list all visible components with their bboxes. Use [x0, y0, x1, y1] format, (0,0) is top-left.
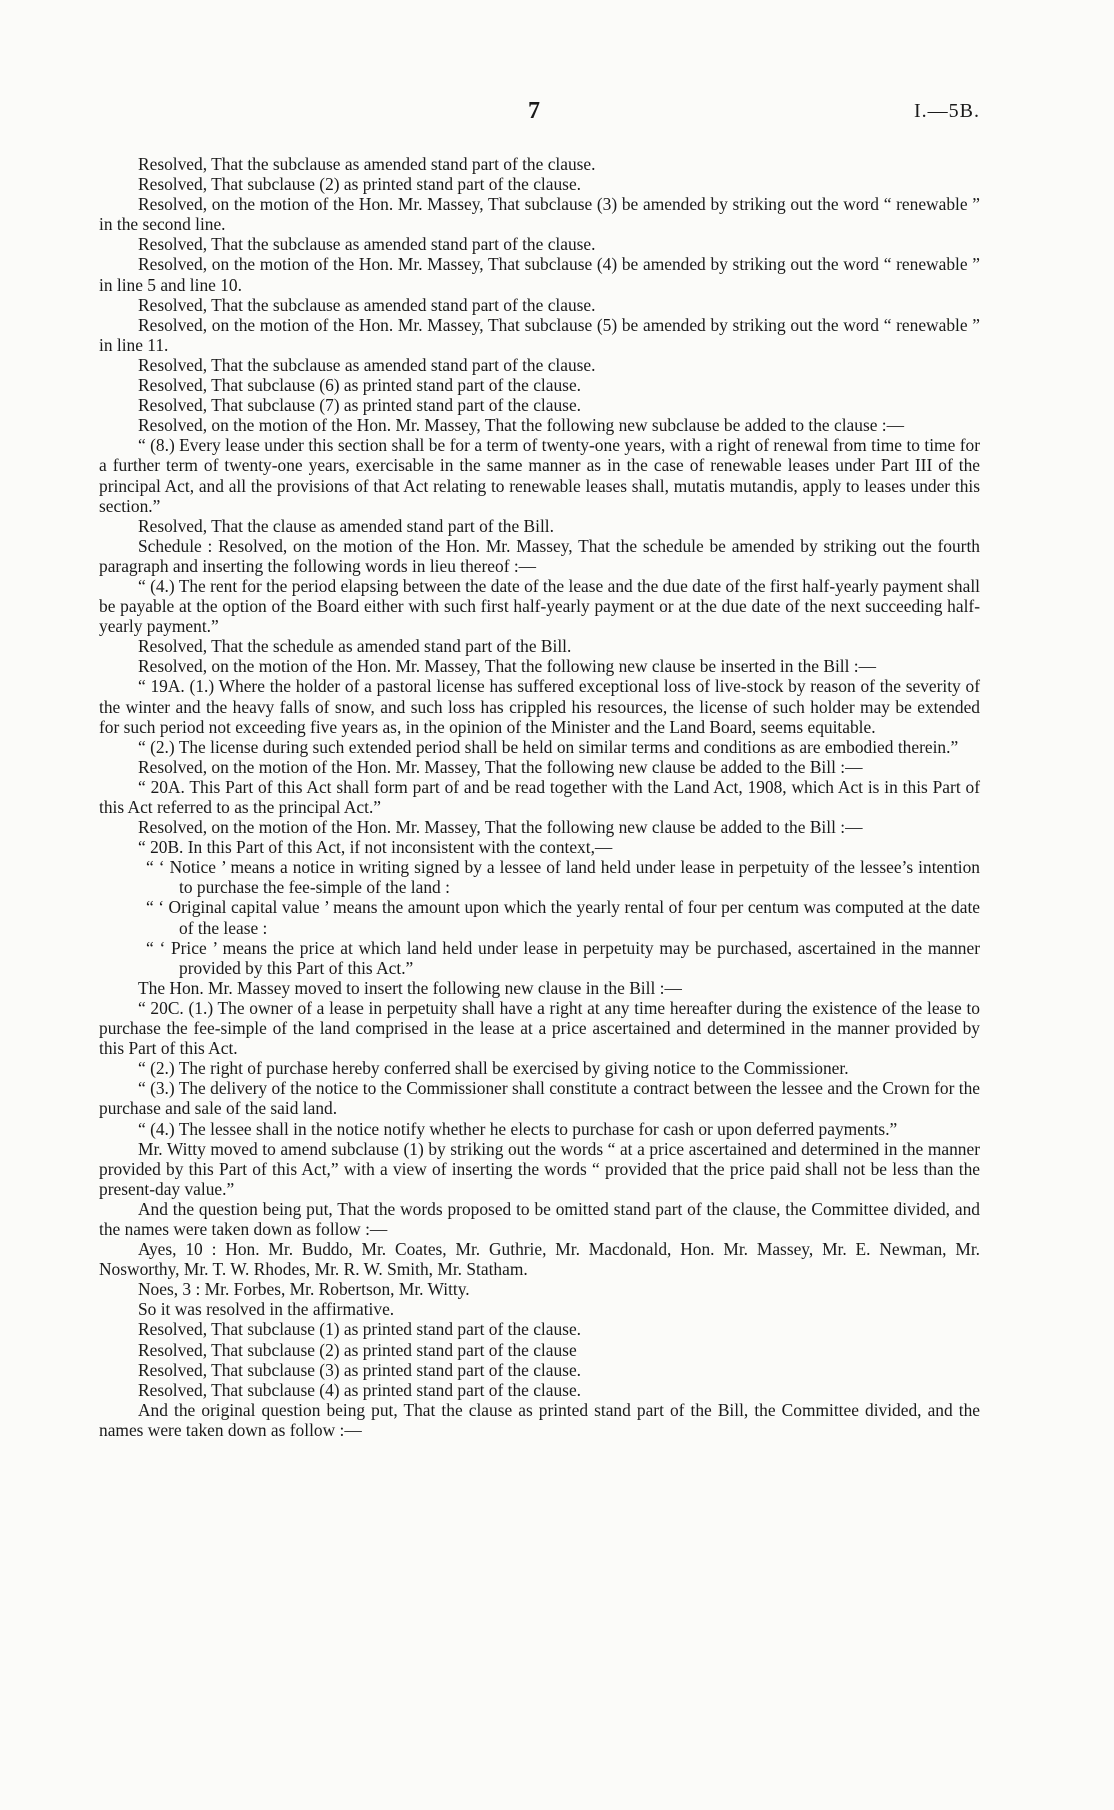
- paragraph: Resolved, on the motion of the Hon. Mr. Massey, That the following new clause be added to the Bill :—: [138, 817, 863, 838]
- quoted-clause: “ 20A. This Part of this Act shall form part of and be read together with the Land Act, 1908, which Act is in this Part of this Act referred to as the principal Act.”: [99, 776, 980, 817]
- paragraph: And the question being put, That the words proposed to be omitted stand part of the clause, the Committee divided, and the names were taken down as follow :—: [99, 1198, 980, 1239]
- division-ayes: Ayes, 10 : Hon. Mr. Buddo, Mr. Coates, Mr. Guthrie, Mr. Macdonald, Hon. Mr. Massey, Mr. E. Newman, Mr. Nosworthy, Mr. T. W. Rhodes, Mr. R. W. Smith, Mr. Statham.: [99, 1239, 980, 1280]
- quoted-subclause: “ (3.) The delivery of the notice to the Commissioner shall constitute a contract between the lessee and the Crown for the purchase and sale of the said land.: [99, 1078, 980, 1119]
- paragraph: Resolved, on the motion of the Hon. Mr. Massey, That the following new subclause be added to the clause :—: [138, 415, 905, 436]
- quoted-subclause: “ (4.) The lessee shall in the notice notify whether he elects to purchase for cash or upon deferred payments.”: [138, 1118, 898, 1139]
- definition-item: “ ‘ Original capital value ’ means the amount upon which the yearly rental of four per centum was computed at the date of the lease :: [146, 897, 980, 938]
- paragraph: Resolved, on the motion of the Hon. Mr. Massey, That subclause (3) be amended by striking out the word “ renewable ” in the second line.: [99, 194, 980, 235]
- paragraph: Resolved, on the motion of the Hon. Mr. Massey, That the following new clause be added to the Bill :—: [138, 756, 863, 777]
- paragraph: Resolved, on the motion of the Hon. Mr. Massey, That subclause (4) be amended by striking out the word “ renewable ” in line 5 and line 10.: [99, 254, 980, 295]
- paragraph: Resolved, That the subclause as amended stand part of the clause.: [138, 154, 596, 174]
- paragraph: Schedule : Resolved, on the motion of the Hon. Mr. Massey, That the schedule be amended by striking out the fourth paragraph and inserting the following words in lieu thereof :—: [99, 535, 980, 576]
- paragraph: Resolved, That the subclause as amended stand part of the clause.: [138, 234, 596, 255]
- paragraph: And the original question being put, That the clause as printed stand part of the Bill, the Committee divided, and the names were taken down as follow :—: [99, 1399, 980, 1440]
- definition-item: “ ‘ Notice ’ means a notice in writing signed by a lessee of land held under lease in perpetuity of the lessee’s intention to purchase the fee-simple of the land :: [146, 857, 980, 898]
- paragraph: Resolved, That subclause (3) as printed stand part of the clause.: [138, 1359, 582, 1380]
- paragraph: Resolved, That the subclause as amended stand part of the clause.: [138, 354, 596, 375]
- paragraph: Resolved, on the motion of the Hon. Mr. Massey, That the following new clause be inserted in the Bill :—: [138, 656, 877, 677]
- document-reference: I.—5B.: [914, 100, 980, 122]
- quoted-subclause: “ (8.) Every lease under this section shall be for a term of twenty-one years, with a right of renewal from time to time for a further term of twenty-one years, exercisable in the same manner as in the case of renewable leases under Part III of the principal Act, and all the provisions of that Act relating to renewable leases shall, mutatis mutandis, apply to leases under this section.”: [99, 435, 980, 516]
- paragraph: Mr. Witty moved to amend subclause (1) by striking out the words “ at a price ascertained and determined in the manner provided by this Part of this Act,” with a view of inserting the words “ provided that the price paid shall not be less than the present-day value.”: [99, 1138, 980, 1199]
- division-noes: Noes, 3 : Mr. Forbes, Mr. Robertson, Mr. Witty.: [138, 1279, 470, 1300]
- document-body: [99, 154, 980, 1440]
- quoted-subclause: “ (2.) The right of purchase hereby conferred shall be exercised by giving notice to the Commissioner.: [138, 1058, 849, 1079]
- paragraph: Resolved, That subclause (6) as printed stand part of the clause.: [138, 375, 582, 396]
- paragraph: Resolved, That subclause (4) as printed stand part of the clause.: [138, 1379, 582, 1400]
- page-number: 7: [528, 98, 540, 124]
- definition-item: “ ‘ Price ’ means the price at which land held under lease in perpetuity may be purchased, ascertained in the manner provided by this Part of this Act.”: [146, 937, 980, 978]
- paragraph: Resolved, That subclause (1) as printed stand part of the clause.: [138, 1319, 582, 1340]
- quoted-clause: “ 19A. (1.) Where the holder of a pastoral license has suffered exceptional loss of live-stock by reason of the severity of the winter and the heavy falls of snow, and such loss has crippled his resources, the license of such holder may be extended for such period not exceeding five years as, in the opinion of the Minister and the Land Board, seems equitable.: [99, 676, 980, 737]
- paragraph: Resolved, That the subclause as amended stand part of the clause.: [138, 294, 596, 315]
- quoted-clause: “ 20C. (1.) The owner of a lease in perpetuity shall have a right at any time hereafter during the existence of the lease to purchase the fee-simple of the land comprised in the lease at a price ascertained and determined in the manner provided by this Part of this Act.: [99, 997, 980, 1059]
- paragraph: The Hon. Mr. Massey moved to insert the following new clause in the Bill :—: [138, 977, 682, 998]
- page-header: [0, 98, 1114, 132]
- paragraph: So it was resolved in the affirmative.: [138, 1299, 395, 1320]
- paragraph: Resolved, That subclause (7) as printed stand part of the clause.: [138, 395, 582, 416]
- quoted-subclause: “ (2.) The license during such extended period shall be held on similar terms and conditions as are embodied therein.”: [138, 736, 959, 757]
- paragraph: Resolved, That the clause as amended stand part of the Bill.: [138, 515, 554, 536]
- paragraph: Resolved, That subclause (2) as printed stand part of the clause.: [138, 174, 582, 195]
- paragraph: Resolved, That subclause (2) as printed stand part of the clause: [138, 1339, 577, 1360]
- quoted-clause: “ 20B. In this Part of this Act, if not inconsistent with the context,—: [138, 837, 613, 858]
- paragraph: Resolved, That the schedule as amended stand part of the Bill.: [138, 636, 572, 657]
- quoted-subclause: “ (4.) The rent for the period elapsing between the date of the lease and the due date of the first half-yearly payment shall be payable at the option of the Board either with such first half-yearly payment or at the due date of the next succeeding half-yearly payment.”: [99, 575, 980, 637]
- paragraph: Resolved, on the motion of the Hon. Mr. Massey, That subclause (5) be amended by striking out the word “ renewable ” in line 11.: [99, 314, 980, 355]
